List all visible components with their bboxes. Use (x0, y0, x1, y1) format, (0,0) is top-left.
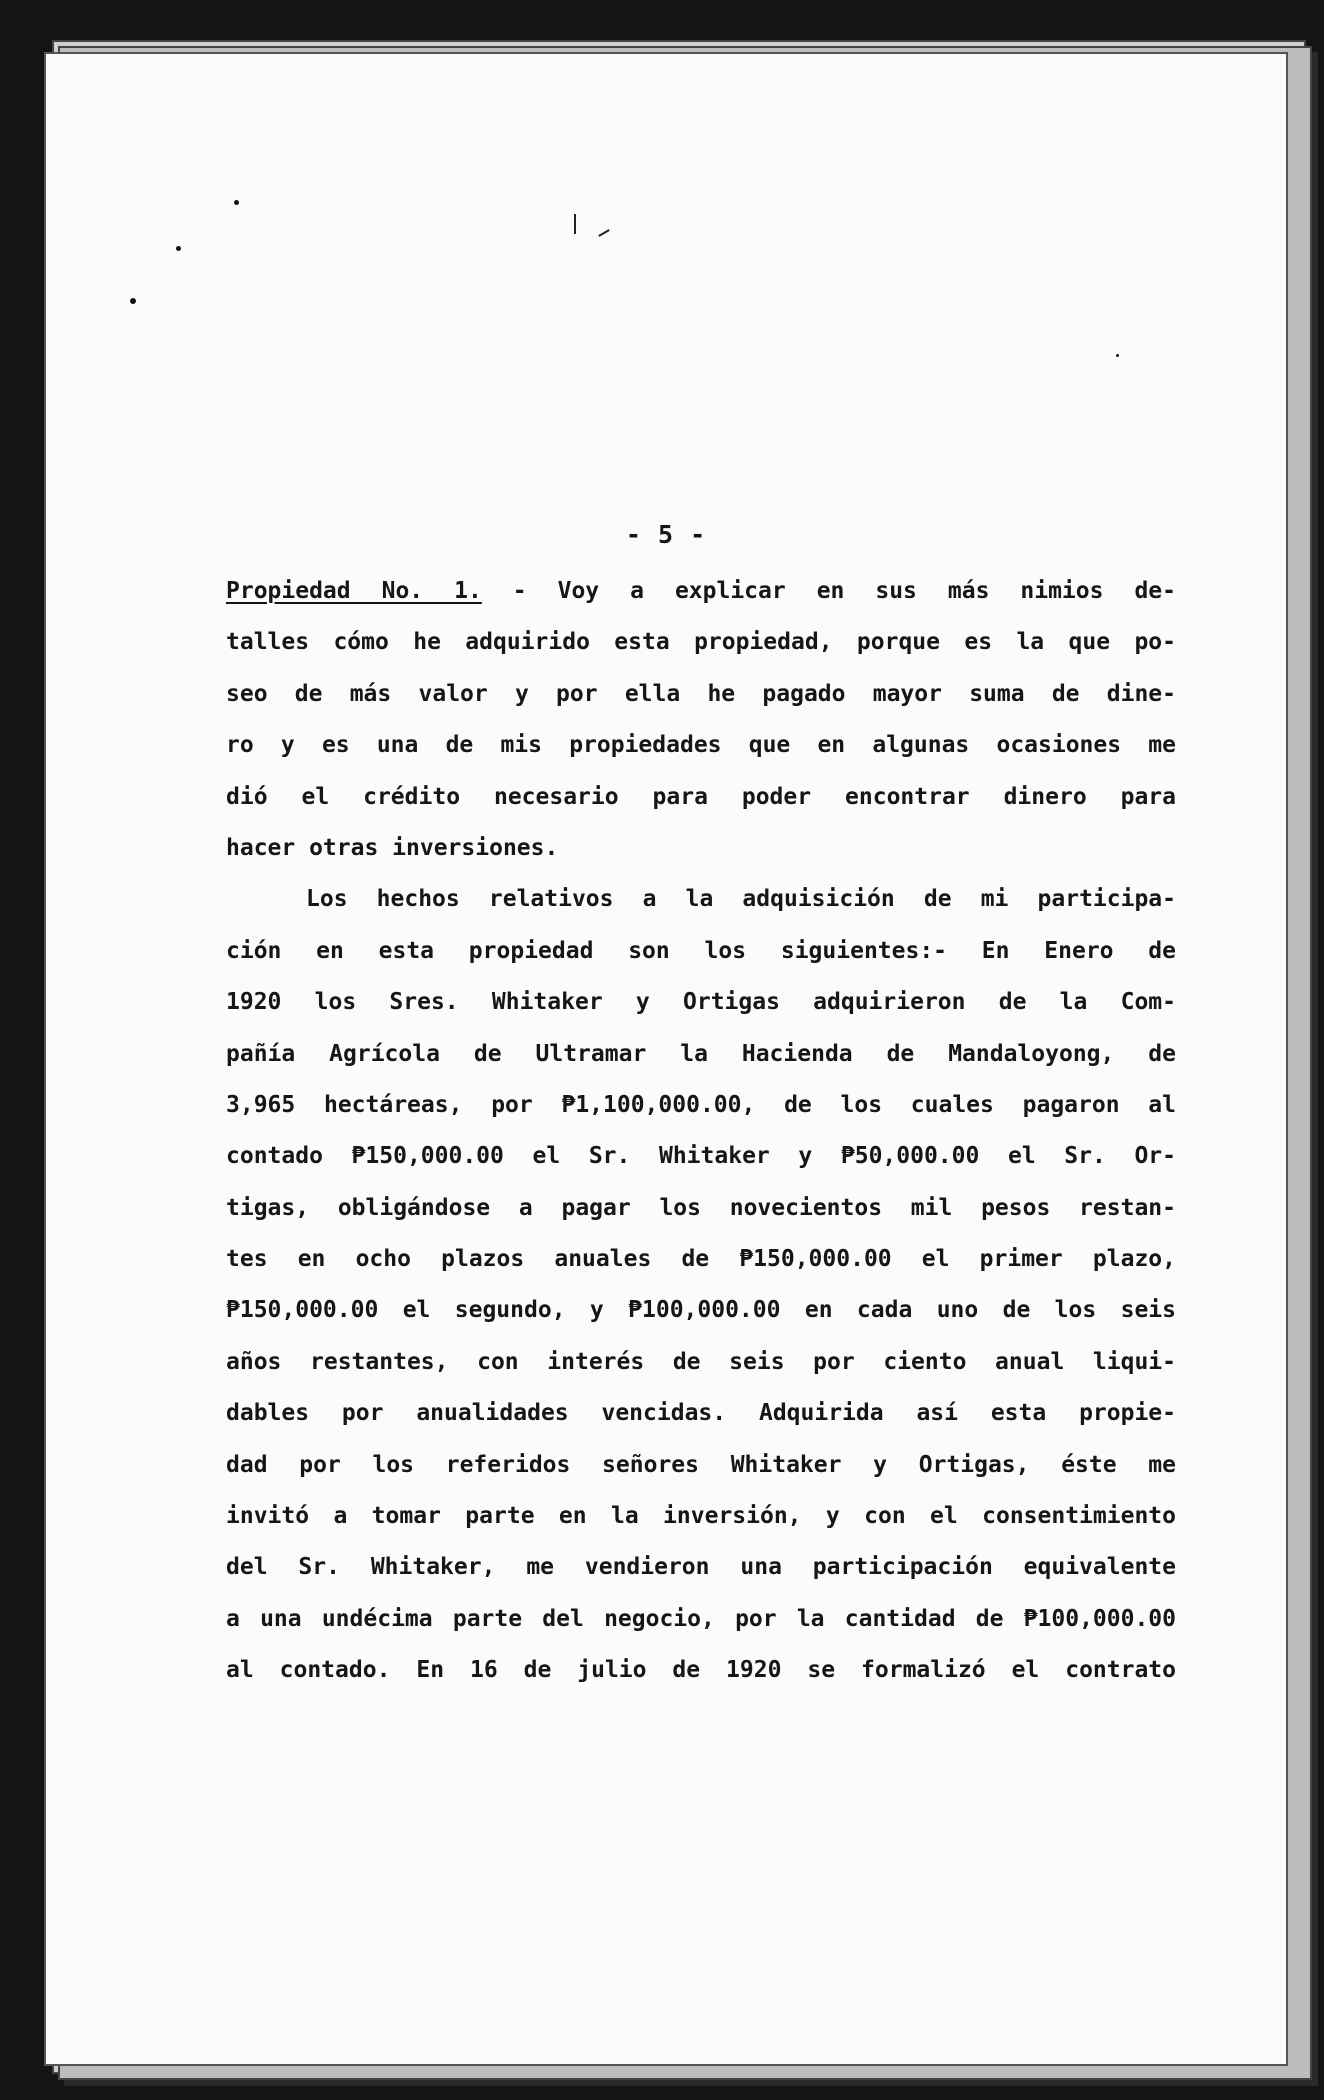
text-line: pañía Agrícola de Ultramar la Hacienda de Mandaloyong, de (226, 1040, 1176, 1067)
text-line: hacer otras inversiones. (226, 834, 559, 861)
text-line-content: - Voy a explicar en sus más nimios de- (481, 578, 1176, 604)
scan-mark (598, 229, 609, 237)
text-line: dables por anualidades vencidas. Adquirida así esta propie- (226, 1400, 1176, 1427)
scan-speck (130, 298, 136, 304)
text-line: seo de más valor y por ella he pagado mayor suma de dine- (226, 680, 1176, 707)
scan-mark (574, 214, 576, 234)
scan-speck (1116, 354, 1119, 357)
text-line: dad por los referidos señores Whitaker y Ortigas, éste me (226, 1451, 1176, 1478)
text-line: ción en esta propiedad son los siguientes:- En Enero de (226, 937, 1176, 964)
scan-speck (234, 200, 239, 205)
text-line: ₱150,000.00 el segundo, y ₱100,000.00 en cada uno de los seis (226, 1297, 1176, 1324)
text-line (226, 566, 1176, 617)
text-line: 3,965 hectáreas, por ₱1,100,000.00, de los cuales pagaron al (226, 1091, 1176, 1118)
scan-speck (176, 246, 181, 251)
text-line: dió el crédito necesario para poder encontrar dinero para (226, 783, 1176, 810)
text-line: al contado. En 16 de julio de 1920 se formalizó el contrato (226, 1657, 1176, 1684)
text-line: años restantes, con interés de seis por ciento anual liqui- (226, 1348, 1176, 1375)
text-line: invitó a tomar parte en la inversión, y con el consentimiento (226, 1503, 1176, 1530)
text-line: tigas, obligándose a pagar los novecientos mil pesos restan- (226, 1194, 1176, 1221)
body-text (226, 566, 1176, 1697)
text-line: del Sr. Whitaker, me vendieron una participación equivalente (226, 1554, 1176, 1581)
scan-speck (1206, 2094, 1209, 2097)
section-heading: Propiedad No. 1. (226, 578, 482, 604)
text-line: a una undécima parte del negocio, por la cantidad de ₱100,000.00 (226, 1605, 1176, 1632)
text-line: tes en ocho plazos anuales de ₱150,000.00 el primer plazo, (226, 1246, 1176, 1273)
text-line: talles cómo he adquirido esta propiedad, porque es la que po- (226, 629, 1176, 656)
text-line: Los hechos relativos a la adquisición de mi participa- (306, 886, 1176, 913)
document-page (44, 52, 1288, 2066)
text-line: 1920 los Sres. Whitaker y Ortigas adquirieron de la Com- (226, 989, 1176, 1016)
text-line: contado ₱150,000.00 el Sr. Whitaker y ₱50,000.00 el Sr. Or- (226, 1143, 1176, 1170)
page-number: - 5 - (625, 520, 707, 549)
text-line: ro y es una de mis propiedades que en algunas ocasiones me (226, 732, 1176, 759)
